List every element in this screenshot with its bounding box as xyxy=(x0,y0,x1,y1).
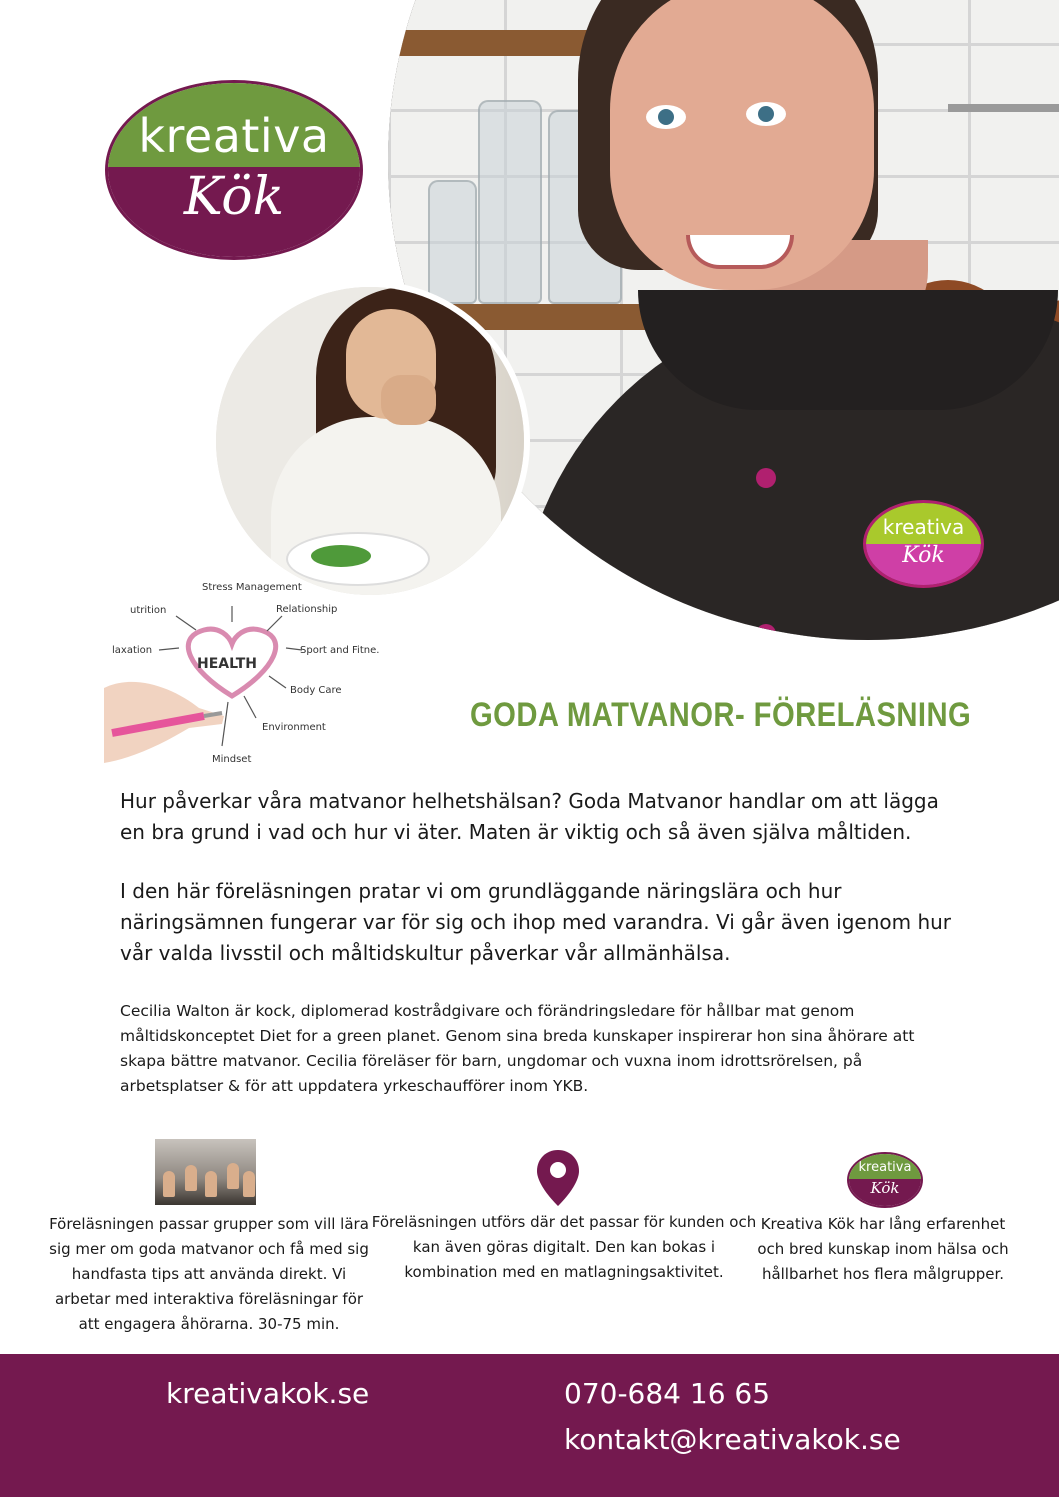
intro-paragraph-1: Hur påverkar våra matvanor helhetshälsan? Goda Matvanor handlar om att lägga en bra grund i vad och hur vi äter. Maten är viktig och så även själva måltiden. xyxy=(120,789,939,844)
bio-paragraph: Cecilia Walton är kock, diplomerad kostrådgivare och förändringsledare för hållbar mat genom måltidskonceptet Diet for a green planet. Genom sina breda kunskaper inspirerar hon sina åhörare att skapa bättre matvanor. Cecilia föreläser för barn, ungdomar och vuxna inom idrottsrörelsen, på arbetsplatser & för att uppdatera yrkeschaufförer inom YKB. xyxy=(120,1002,915,1095)
crowd-icon xyxy=(155,1139,256,1205)
badge-word-2: Kök xyxy=(902,543,945,568)
woman-eating-photo xyxy=(210,281,530,601)
health-diagram xyxy=(104,578,394,768)
location-pin-icon xyxy=(535,1148,581,1208)
chef-jacket-badge xyxy=(863,500,984,588)
footer-phone-link[interactable]: 070-684 16 65 xyxy=(564,1377,771,1410)
feature-text-groups: Föreläsningen passar grupper som vill lära sig mer om goda matvanor och få med sig handfasta tips att använda direkt. Vi arbetar med interaktiva föreläsningar för att engagera åhörarna. 30-75 min. xyxy=(49,1215,369,1333)
footer-website-link[interactable]: kreativakok.se xyxy=(166,1377,370,1410)
kreativa-kok-logo xyxy=(105,80,363,260)
health-item-nutrition: utrition xyxy=(130,605,167,616)
health-item-environment: Environment xyxy=(262,722,326,733)
feature-text-location: Föreläsningen utförs där det passar för kunden och kan även göras digitalt. Den kan bokas i kombination med en matlagningsaktivitet. xyxy=(371,1213,757,1281)
health-item-stress: Stress Management xyxy=(202,582,302,593)
badge-word-1: kreativa xyxy=(882,515,965,539)
mini-logo-word-1: kreativa xyxy=(858,1160,912,1175)
page-title: GODA MATVANOR- FÖRELÄSNING xyxy=(470,696,972,734)
health-item-body-care: Body Care xyxy=(290,685,342,696)
health-item-relaxation: laxation xyxy=(112,645,153,656)
intro-paragraph-2: I den här föreläsningen pratar vi om grundläggande näringslära och hur näringsämnen fungerar var för sig och ihop med varandra. Vi går även igenom hur vår valda livsstil och måltidskultur påverkar vår allmänhälsa. xyxy=(120,879,952,965)
health-item-relationship: Relationship xyxy=(276,604,338,615)
health-center-label: HEALTH xyxy=(197,656,257,672)
health-item-mindset: Mindset xyxy=(212,754,252,765)
mini-logo-word-2: Kök xyxy=(870,1179,900,1197)
kreativa-kok-logo-icon xyxy=(847,1152,923,1208)
logo-word-1: kreativa xyxy=(138,109,330,163)
logo-word-2: Kök xyxy=(183,167,285,227)
footer-email-link[interactable]: kontakt@kreativakok.se xyxy=(564,1423,901,1456)
feature-text-experience: Kreativa Kök har lång erfarenhet och bred kunskap inom hälsa och hållbarhet hos flera målgrupper. xyxy=(757,1215,1009,1283)
health-item-sport: Sport and Fitne. xyxy=(300,645,380,656)
